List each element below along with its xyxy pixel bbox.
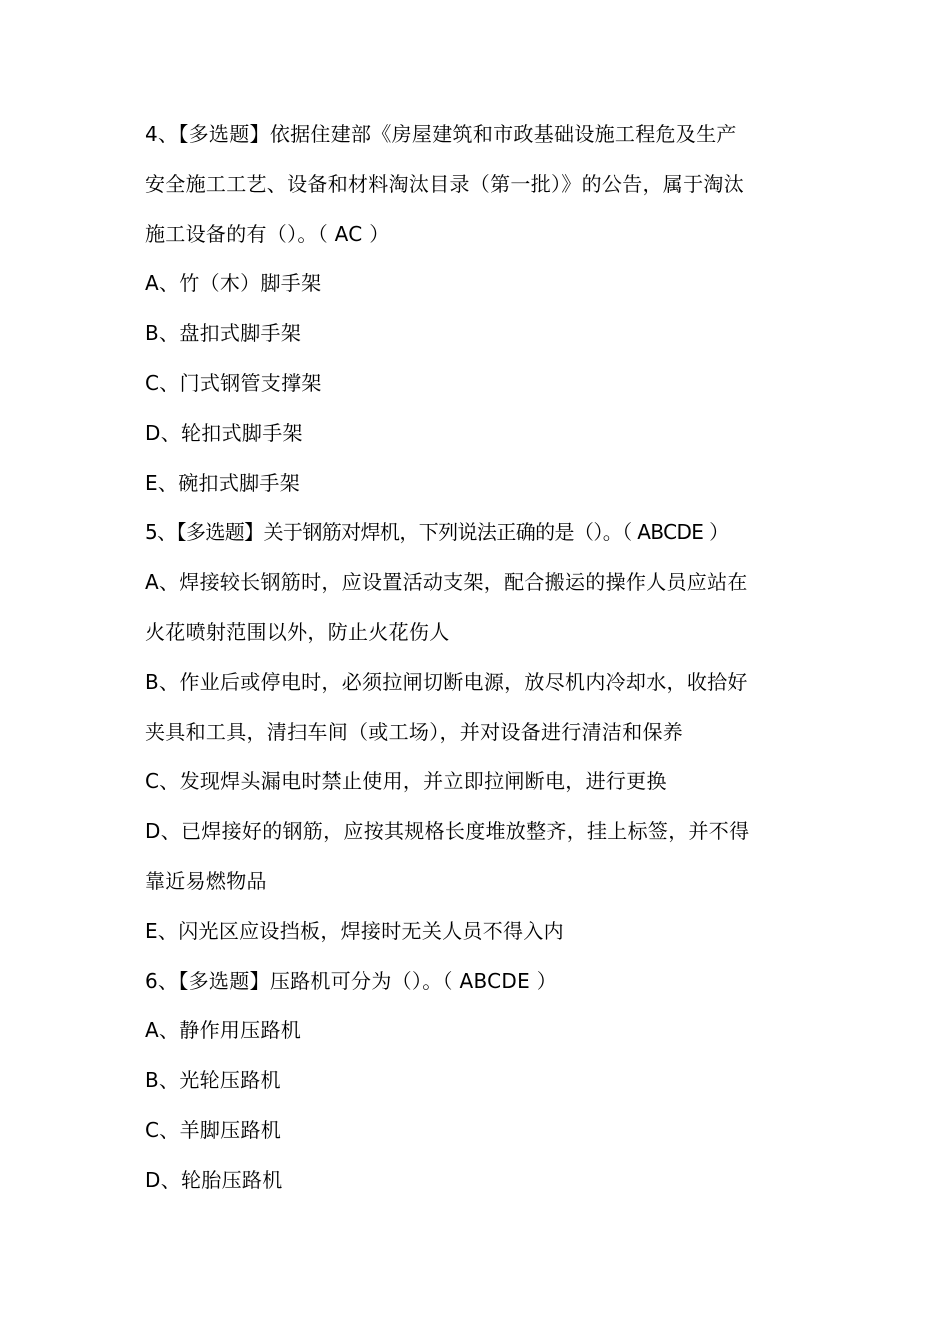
q6-option-b: B、光轮压路机 bbox=[145, 1068, 281, 1093]
q6-option-d: D、轮胎压路机 bbox=[145, 1167, 283, 1192]
q4-stem-line-1: 4、【多选题】依据住建部《房屋建筑和市政基础设施工程危及生产 bbox=[145, 122, 737, 146]
q4-option-b: B、盘扣式脚手架 bbox=[145, 321, 302, 346]
q5-option-b-line-1: B、作业后或停电时，必须拉闸切断电源，放尽机内冷却水，收拾好 bbox=[145, 669, 748, 694]
question-text-block bbox=[145, 110, 815, 1206]
q5-option-d-line-2: 靠近易燃物品 bbox=[145, 868, 267, 893]
q5-option-b-line-2: 夹具和工具，清扫车间（或工场），并对设备进行清洁和保养 bbox=[145, 719, 684, 744]
q5-stem: 5、【多选题】关于钢筋对焊机，下列说法正确的是（）。（ ABCDE ） bbox=[145, 520, 729, 545]
q4-option-e: E、碗扣式脚手架 bbox=[145, 470, 301, 495]
q6-option-a: A、静作用压路机 bbox=[145, 1018, 302, 1043]
q4-stem-line-2: 安全施工工艺、设备和材料淘汰目录（第一批）》的公告，属于淘汰 bbox=[145, 171, 744, 196]
q5-option-d-line-1: D、已焊接好的钢筋，应按其规格长度堆放整齐，挂上标签，并不得 bbox=[145, 819, 750, 844]
q6-option-c: C、羊脚压路机 bbox=[145, 1117, 282, 1142]
q5-option-c: C、发现焊头漏电时禁止使用，并立即拉闸断电，进行更换 bbox=[145, 769, 667, 794]
q4-option-d: D、轮扣式脚手架 bbox=[145, 420, 303, 445]
q5-option-a-line-1: A、焊接较长钢筋时，应设置活动支架，配合搬运的操作人员应站在 bbox=[145, 570, 748, 595]
q5-option-a-line-2: 火花喷射范围以外，防止火花伤人 bbox=[145, 619, 450, 644]
q4-stem-line-3: 施工设备的有（）。（ AC ） bbox=[145, 221, 390, 246]
q5-option-e: E、闪光区应设挡板，焊接时无关人员不得入内 bbox=[145, 918, 564, 943]
q4-option-a: A、竹（木）脚手架 bbox=[145, 271, 322, 296]
q4-option-c: C、门式钢管支撑架 bbox=[145, 370, 322, 395]
q6-stem: 6、【多选题】压路机可分为（）。（ ABCDE ） bbox=[145, 968, 557, 993]
